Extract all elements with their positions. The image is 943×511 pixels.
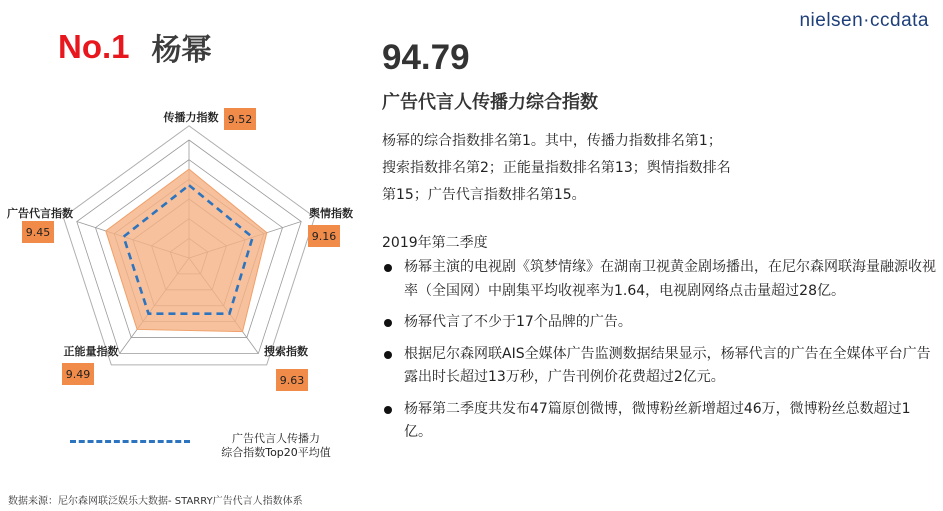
radar-axis-label: 舆情指数: [309, 207, 353, 220]
radar-value-label: 9.45: [25, 226, 51, 239]
summary-line: 搜索指数排名第2；正能量指数排名第13；舆情指数排名: [382, 160, 731, 176]
radar-axis-label: 传播力指数: [163, 111, 219, 124]
summary-text: [382, 128, 812, 209]
rank-header: [58, 24, 212, 70]
list-item: [382, 343, 937, 390]
bullet-icon: [384, 319, 392, 327]
legend-dashed-line: [70, 440, 190, 443]
bullet-icon: [384, 351, 392, 359]
summary-line: 第15；广告代言指数排名第15。: [382, 187, 586, 203]
highlights-list: [382, 256, 937, 453]
radar-axis-label: 正能量指数: [63, 345, 119, 358]
summary-line: 杨幂的综合指数排名第1。其中，传播力指数排名第1；: [382, 133, 722, 149]
list-item-text: 杨幂代言了不少于17个品牌的广告。: [404, 314, 632, 330]
composite-score: 94.79: [382, 38, 470, 77]
bullet-icon: [384, 406, 392, 414]
data-source: 数据来源：尼尔森网联泛娱乐大数据- STARRY广告代言人指数体系: [8, 496, 303, 507]
rank-number: No.1: [58, 28, 130, 65]
quarter-label: 2019年第二季度: [382, 235, 488, 251]
radar-value-label: 9.49: [65, 368, 91, 381]
list-item: [382, 398, 937, 445]
legend-label-line1: 广告代言人传播力: [232, 432, 320, 445]
score-title: 广告代言人传播力综合指数: [382, 92, 598, 113]
list-item-text: 杨幂第二季度共发布47篇原创微博，微博粉丝新增超过46万，微博粉丝总数超过1亿。: [404, 400, 911, 440]
radar-axis-label: 广告代言指数: [7, 207, 73, 220]
celebrity-name: 杨幂: [151, 33, 212, 68]
list-item: [382, 311, 937, 335]
radar-value-label: 9.16: [311, 230, 337, 243]
bullet-icon: [384, 264, 392, 272]
legend-label: [196, 432, 356, 460]
radar-chart: [0, 95, 360, 435]
radar-value-label: 9.52: [227, 113, 253, 126]
list-item-text: 根据尼尔森网联AIS全媒体广告监测数据结果显示，杨幂代言的广告在全媒体平台广告露出时长超过13万秒，广告刊例价花费超过2亿元。: [404, 345, 931, 385]
legend-label-line2: 综合指数Top20平均值: [221, 446, 331, 459]
list-item: [382, 256, 937, 303]
brand-logo: nielsen·ccdata: [799, 10, 929, 31]
radar-axis-label: 搜索指数: [264, 345, 308, 358]
radar-value-label: 9.63: [279, 374, 305, 387]
list-item-text: 杨幂主演的电视剧《筑梦情缘》在湖南卫视黄金剧场播出，在尼尔森网联海量融源收视率（全国网）中剧集平均收视率为1.64，电视剧网络点击量超过28亿。: [404, 259, 936, 299]
radar-series-area: [106, 169, 267, 332]
